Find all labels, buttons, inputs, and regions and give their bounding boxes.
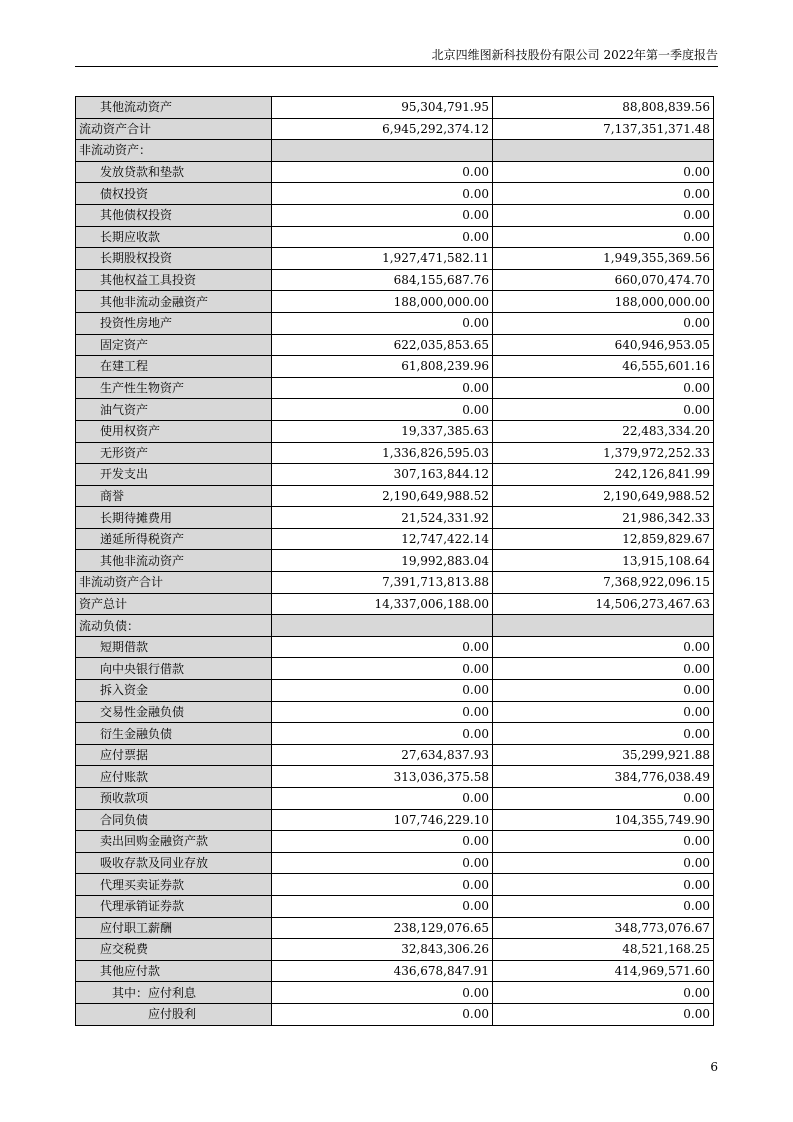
table-row <box>76 874 714 896</box>
table-row <box>76 809 714 831</box>
row-label: 债权投资 <box>76 183 272 205</box>
table-row <box>76 766 714 788</box>
row-label: 其他流动资产 <box>76 97 272 119</box>
table-row <box>76 356 714 378</box>
current-period-value: 0.00 <box>272 723 493 745</box>
prior-period-value: 348,773,076.67 <box>493 917 714 939</box>
prior-period-value: 0.00 <box>493 161 714 183</box>
table-row <box>76 312 714 334</box>
current-period-value: 0.00 <box>272 183 493 205</box>
row-label: 发放贷款和垫款 <box>76 161 272 183</box>
row-label: 在建工程 <box>76 356 272 378</box>
table-row <box>76 680 714 702</box>
row-label: 短期借款 <box>76 636 272 658</box>
row-label: 预收款项 <box>76 788 272 810</box>
current-period-value: 0.00 <box>272 377 493 399</box>
balance-sheet-body <box>76 97 714 1026</box>
prior-period-value <box>493 615 714 637</box>
row-label: 流动资产合计 <box>76 118 272 140</box>
table-row <box>76 161 714 183</box>
prior-period-value: 7,368,922,096.15 <box>493 572 714 594</box>
row-label: 使用权资产 <box>76 420 272 442</box>
table-row <box>76 1003 714 1025</box>
current-period-value: 0.00 <box>272 204 493 226</box>
table-row <box>76 701 714 723</box>
table-row <box>76 204 714 226</box>
prior-period-value: 0.00 <box>493 982 714 1004</box>
current-period-value: 0.00 <box>272 982 493 1004</box>
prior-period-value: 414,969,571.60 <box>493 960 714 982</box>
row-label: 其他债权投资 <box>76 204 272 226</box>
prior-period-value: 14,506,273,467.63 <box>493 593 714 615</box>
table-row <box>76 377 714 399</box>
table-row <box>76 528 714 550</box>
prior-period-value: 640,946,953.05 <box>493 334 714 356</box>
row-label: 卖出回购金融资产款 <box>76 831 272 853</box>
current-period-value: 21,524,331.92 <box>272 507 493 529</box>
header-divider <box>75 66 718 67</box>
page-number: 6 <box>710 1060 718 1074</box>
table-row <box>76 831 714 853</box>
balance-sheet-table <box>75 96 714 1026</box>
current-period-value: 622,035,853.65 <box>272 334 493 356</box>
table-row <box>76 852 714 874</box>
row-label: 流动负债： <box>76 615 272 637</box>
prior-period-value: 660,070,474.70 <box>493 269 714 291</box>
row-label: 应交税费 <box>76 939 272 961</box>
current-period-value: 1,336,826,595.03 <box>272 442 493 464</box>
prior-period-value: 384,776,038.49 <box>493 766 714 788</box>
table-row <box>76 658 714 680</box>
table-row <box>76 464 714 486</box>
current-period-value: 95,304,791.95 <box>272 97 493 119</box>
report-header-title: 北京四维图新科技股份有限公司 2022年第一季度报告 <box>431 48 718 62</box>
current-period-value: 0.00 <box>272 701 493 723</box>
prior-period-value: 0.00 <box>493 852 714 874</box>
current-period-value: 0.00 <box>272 852 493 874</box>
row-label: 吸收存款及同业存放 <box>76 852 272 874</box>
row-label: 长期应收款 <box>76 226 272 248</box>
prior-period-value: 22,483,334.20 <box>493 420 714 442</box>
prior-period-value: 13,915,108.64 <box>493 550 714 572</box>
row-label: 非流动资产： <box>76 140 272 162</box>
prior-period-value: 0.00 <box>493 874 714 896</box>
row-label: 其他非流动资产 <box>76 550 272 572</box>
current-period-value: 19,337,385.63 <box>272 420 493 442</box>
current-period-value: 188,000,000.00 <box>272 291 493 313</box>
row-label: 无形资产 <box>76 442 272 464</box>
prior-period-value: 0.00 <box>493 723 714 745</box>
table-row <box>76 593 714 615</box>
current-period-value: 14,337,006,188.00 <box>272 593 493 615</box>
prior-period-value: 242,126,841.99 <box>493 464 714 486</box>
table-row <box>76 420 714 442</box>
current-period-value: 6,945,292,374.12 <box>272 118 493 140</box>
prior-period-value: 0.00 <box>493 183 714 205</box>
prior-period-value: 0.00 <box>493 204 714 226</box>
row-label: 固定资产 <box>76 334 272 356</box>
prior-period-value: 46,555,601.16 <box>493 356 714 378</box>
prior-period-value: 35,299,921.88 <box>493 744 714 766</box>
table-row <box>76 982 714 1004</box>
current-period-value: 2,190,649,988.52 <box>272 485 493 507</box>
current-period-value: 1,927,471,582.11 <box>272 248 493 270</box>
current-period-value: 0.00 <box>272 226 493 248</box>
current-period-value: 0.00 <box>272 874 493 896</box>
row-label: 应付股利 <box>76 1003 272 1025</box>
current-period-value: 436,678,847.91 <box>272 960 493 982</box>
row-label: 非流动资产合计 <box>76 572 272 594</box>
current-period-value: 7,391,713,813.88 <box>272 572 493 594</box>
current-period-value: 0.00 <box>272 658 493 680</box>
table-row <box>76 960 714 982</box>
current-period-value: 61,808,239.96 <box>272 356 493 378</box>
row-label: 其他权益工具投资 <box>76 269 272 291</box>
prior-period-value: 2,190,649,988.52 <box>493 485 714 507</box>
prior-period-value <box>493 140 714 162</box>
table-row <box>76 442 714 464</box>
section-header-row <box>76 615 714 637</box>
row-label: 应付职工薪酬 <box>76 917 272 939</box>
current-period-value <box>272 140 493 162</box>
table-row <box>76 550 714 572</box>
row-label: 开发支出 <box>76 464 272 486</box>
table-row <box>76 636 714 658</box>
prior-period-value: 0.00 <box>493 831 714 853</box>
table-row <box>76 183 714 205</box>
row-label: 递延所得税资产 <box>76 528 272 550</box>
row-label: 代理买卖证券款 <box>76 874 272 896</box>
row-label: 合同负债 <box>76 809 272 831</box>
row-label: 长期股权投资 <box>76 248 272 270</box>
current-period-value: 0.00 <box>272 399 493 421</box>
row-label: 交易性金融负债 <box>76 701 272 723</box>
prior-period-value: 0.00 <box>493 377 714 399</box>
current-period-value: 0.00 <box>272 788 493 810</box>
prior-period-value: 0.00 <box>493 399 714 421</box>
current-period-value: 0.00 <box>272 636 493 658</box>
table-row <box>76 572 714 594</box>
row-label: 生产性生物资产 <box>76 377 272 399</box>
prior-period-value: 0.00 <box>493 680 714 702</box>
row-label: 其中：应付利息 <box>76 982 272 1004</box>
section-header-row <box>76 140 714 162</box>
row-label: 应付票据 <box>76 744 272 766</box>
current-period-value: 238,129,076.65 <box>272 917 493 939</box>
prior-period-value: 0.00 <box>493 312 714 334</box>
current-period-value: 0.00 <box>272 680 493 702</box>
row-label: 代理承销证券款 <box>76 895 272 917</box>
prior-period-value: 0.00 <box>493 788 714 810</box>
prior-period-value: 1,379,972,252.33 <box>493 442 714 464</box>
prior-period-value: 7,137,351,371.48 <box>493 118 714 140</box>
table-row <box>76 895 714 917</box>
row-label: 油气资产 <box>76 399 272 421</box>
current-period-value: 313,036,375.58 <box>272 766 493 788</box>
row-label: 商誉 <box>76 485 272 507</box>
table-row <box>76 399 714 421</box>
row-label: 应付账款 <box>76 766 272 788</box>
prior-period-value: 104,355,749.90 <box>493 809 714 831</box>
table-row <box>76 485 714 507</box>
row-label: 其他非流动金融资产 <box>76 291 272 313</box>
table-row <box>76 744 714 766</box>
table-row <box>76 291 714 313</box>
row-label: 长期待摊费用 <box>76 507 272 529</box>
prior-period-value: 0.00 <box>493 658 714 680</box>
current-period-value: 307,163,844.12 <box>272 464 493 486</box>
table-row <box>76 226 714 248</box>
table-row <box>76 939 714 961</box>
current-period-value: 32,843,306.26 <box>272 939 493 961</box>
row-label: 投资性房地产 <box>76 312 272 334</box>
table-row <box>76 269 714 291</box>
current-period-value: 0.00 <box>272 161 493 183</box>
current-period-value: 12,747,422.14 <box>272 528 493 550</box>
current-period-value: 27,634,837.93 <box>272 744 493 766</box>
prior-period-value: 1,949,355,369.56 <box>493 248 714 270</box>
row-label: 资产总计 <box>76 593 272 615</box>
table-row <box>76 97 714 119</box>
current-period-value: 0.00 <box>272 1003 493 1025</box>
table-row <box>76 248 714 270</box>
row-label: 拆入资金 <box>76 680 272 702</box>
prior-period-value: 0.00 <box>493 1003 714 1025</box>
current-period-value <box>272 615 493 637</box>
prior-period-value: 0.00 <box>493 226 714 248</box>
prior-period-value: 48,521,168.25 <box>493 939 714 961</box>
table-row <box>76 917 714 939</box>
prior-period-value: 0.00 <box>493 895 714 917</box>
current-period-value: 684,155,687.76 <box>272 269 493 291</box>
table-row <box>76 334 714 356</box>
current-period-value: 0.00 <box>272 312 493 334</box>
current-period-value: 0.00 <box>272 831 493 853</box>
table-row <box>76 788 714 810</box>
prior-period-value: 21,986,342.33 <box>493 507 714 529</box>
prior-period-value: 188,000,000.00 <box>493 291 714 313</box>
current-period-value: 19,992,883.04 <box>272 550 493 572</box>
row-label: 向中央银行借款 <box>76 658 272 680</box>
table-row <box>76 507 714 529</box>
prior-period-value: 0.00 <box>493 701 714 723</box>
row-label: 其他应付款 <box>76 960 272 982</box>
prior-period-value: 0.00 <box>493 636 714 658</box>
table-row <box>76 723 714 745</box>
current-period-value: 107,746,229.10 <box>272 809 493 831</box>
current-period-value: 0.00 <box>272 895 493 917</box>
prior-period-value: 88,808,839.56 <box>493 97 714 119</box>
table-row <box>76 118 714 140</box>
row-label: 衍生金融负债 <box>76 723 272 745</box>
prior-period-value: 12,859,829.67 <box>493 528 714 550</box>
